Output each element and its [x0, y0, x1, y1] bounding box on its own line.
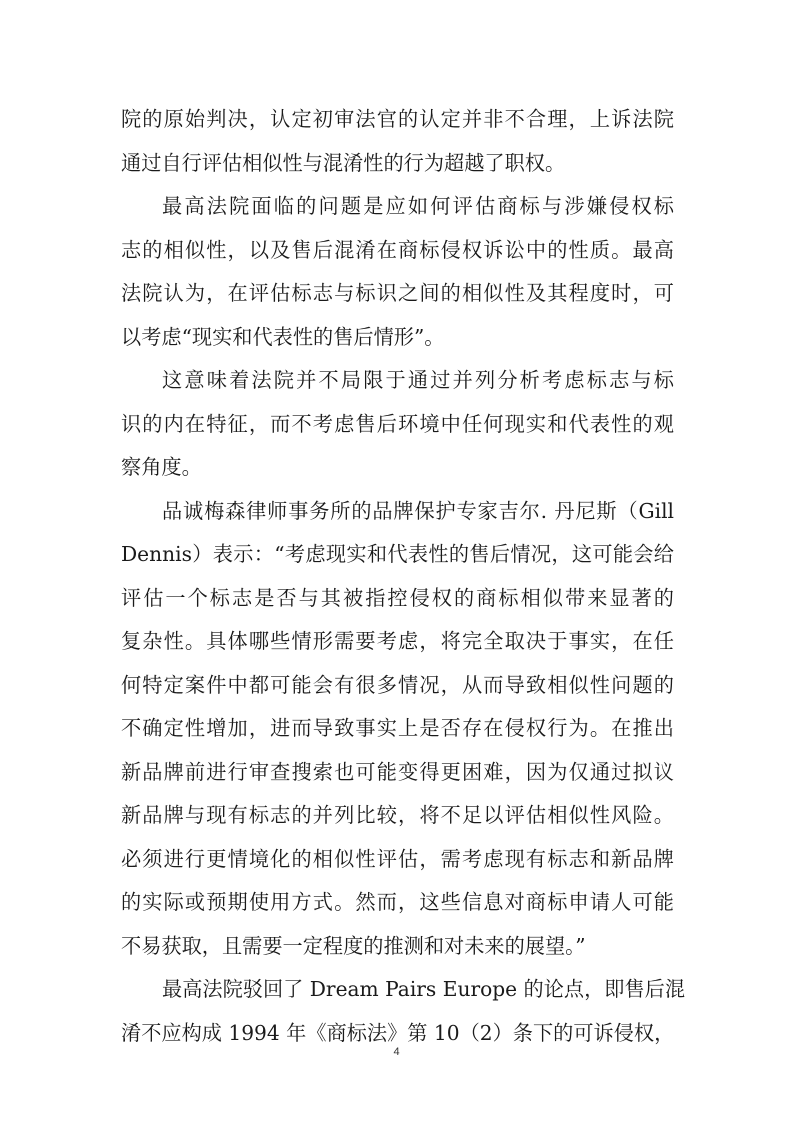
body-text-line: 新品牌前进行审查搜索也可能变得更困难，因为仅通过拟议 — [121, 760, 674, 784]
body-text-line: 志的相似性，以及售后混淆在商标侵权诉讼中的性质。最高 — [121, 238, 674, 262]
body-text-line: 这意味着法院并不局限于通过并列分析考虑标志与标 — [162, 368, 674, 392]
body-text-line: 最高法院面临的问题是应如何评估商标与涉嫌侵权标 — [162, 194, 674, 218]
body-text-line: 察角度。 — [121, 455, 202, 479]
page-number: 4 — [393, 1046, 400, 1058]
body-text-line: 评估一个标志是否与其被指控侵权的商标相似带来显著的 — [121, 586, 674, 610]
body-text-line: 何特定案件中都可能会有很多情况，从而导致相似性问题的 — [121, 673, 674, 697]
body-text-line: 通过自行评估相似性与混淆性的行为超越了职权。 — [121, 151, 566, 175]
body-text-line: 不确定性增加，进而导致事实上是否存在侵权行为。在推出 — [121, 716, 674, 740]
body-text-line: 必须进行更情境化的相似性评估，需考虑现有标志和新品牌 — [121, 847, 674, 871]
body-text-line: 不易获取，且需要一定程度的推测和对未来的展望。” — [121, 934, 586, 958]
body-text-line: 法院认为，在评估标志与标识之间的相似性及其程度时，可 — [121, 281, 674, 305]
body-text-line: 以考虑“现实和代表性的售后情形”。 — [121, 325, 445, 349]
body-text-line: 院的原始判决，认定初审法官的认定并非不合理，上诉法院 — [121, 107, 674, 131]
body-text-line: 新品牌与现有标志的并列比较，将不足以评估相似性风险。 — [121, 803, 674, 827]
body-text-line: 复杂性。具体哪些情形需要考虑，将完全取决于事实，在任 — [121, 629, 674, 653]
body-text-line: 识的内在特征，而不考虑售后环境中任何现实和代表性的观 — [121, 412, 674, 436]
body-text-line: 品诚梅森律师事务所的品牌保护专家吉尔. 丹尼斯（Gill — [162, 499, 674, 523]
body-text-line: 最高法院驳回了 Dream Pairs Europe 的论点，即售后混 — [162, 977, 686, 1001]
body-text-line: 淆不应构成 1994 年《商标法》第 10（2）条下的可诉侵权， — [121, 1021, 675, 1045]
body-text-line: Dennis）表示：“考虑现实和代表性的售后情况，这可能会给 — [121, 542, 674, 566]
body-text-line: 的实际或预期使用方式。然而，这些信息对商标申请人可能 — [121, 890, 674, 914]
